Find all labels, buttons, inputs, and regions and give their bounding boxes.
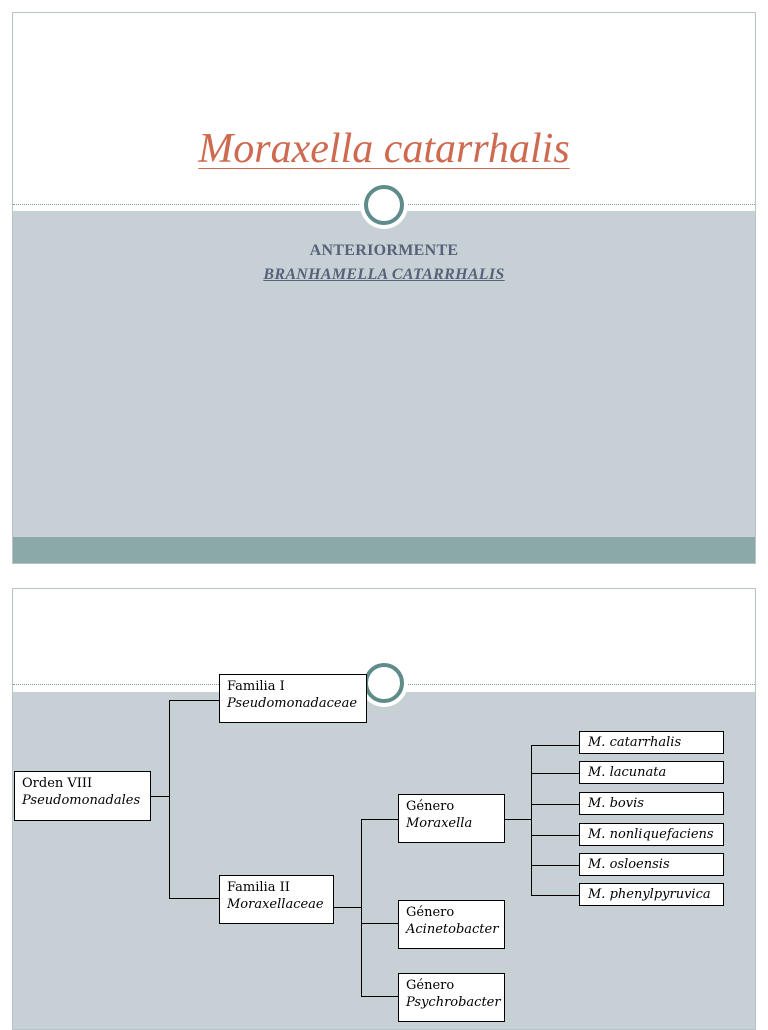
node-sublabel: Psychrobacter [406, 995, 501, 1010]
subtitle-line-1: ANTERIORMENTE [309, 242, 459, 259]
tree-node-familia-1 [219, 674, 367, 723]
species-node: M. osloensis [579, 853, 724, 876]
connector-line [531, 895, 579, 896]
connector-line [531, 773, 579, 774]
slide-2 [12, 588, 756, 1030]
circle-ornament-icon [364, 185, 404, 225]
connector-line [169, 700, 219, 701]
species-node: M. catarrhalis [579, 731, 724, 754]
node-label: Género [406, 905, 455, 920]
connector-line [169, 700, 170, 898]
connector-line [531, 804, 579, 805]
connector-line [169, 898, 219, 899]
content-area [13, 211, 755, 537]
footer-bar [13, 537, 755, 563]
node-sublabel: Moraxellaceae [227, 897, 324, 912]
connector-line [334, 907, 361, 908]
connector-line [531, 745, 532, 895]
node-label: Familia I [227, 679, 285, 694]
circle-ornament-icon [364, 663, 404, 703]
tree-node-genero-psychrobacter [398, 973, 505, 1022]
node-label: Género [406, 799, 455, 814]
tree-node-genero-acinetobacter [398, 900, 505, 949]
slide-1 [12, 12, 756, 564]
tree-node-orden [14, 771, 151, 821]
connector-line [361, 819, 398, 820]
connector-line [505, 819, 531, 820]
node-label: Orden VIII [22, 776, 93, 791]
connector-line [361, 996, 398, 997]
connector-line [151, 796, 169, 797]
node-sublabel: Moraxella [406, 816, 473, 831]
connector-line [361, 819, 362, 996]
slide-title: Moraxella catarrhalis [198, 126, 570, 172]
species-node: M. phenylpyruvica [579, 883, 724, 906]
connector-line [531, 835, 579, 836]
tree-node-familia-2 [219, 875, 334, 924]
node-sublabel: Acinetobacter [406, 922, 499, 937]
node-label: Género [406, 978, 455, 993]
connector-line [361, 923, 398, 924]
title-area [13, 13, 755, 211]
species-node: M. nonliquefaciens [579, 823, 724, 846]
connector-line [531, 865, 579, 866]
node-sublabel: Pseudomonadaceae [227, 696, 358, 711]
species-node: M. lacunata [579, 761, 724, 784]
tree-node-genero-moraxella [398, 794, 505, 843]
node-sublabel: Pseudomonadales [22, 793, 141, 808]
subtitle-line-2: BRANHAMELLA CATARRHALIS [263, 266, 505, 283]
species-node: M. bovis [579, 792, 724, 815]
connector-line [531, 745, 579, 746]
node-label: Familia II [227, 880, 290, 895]
